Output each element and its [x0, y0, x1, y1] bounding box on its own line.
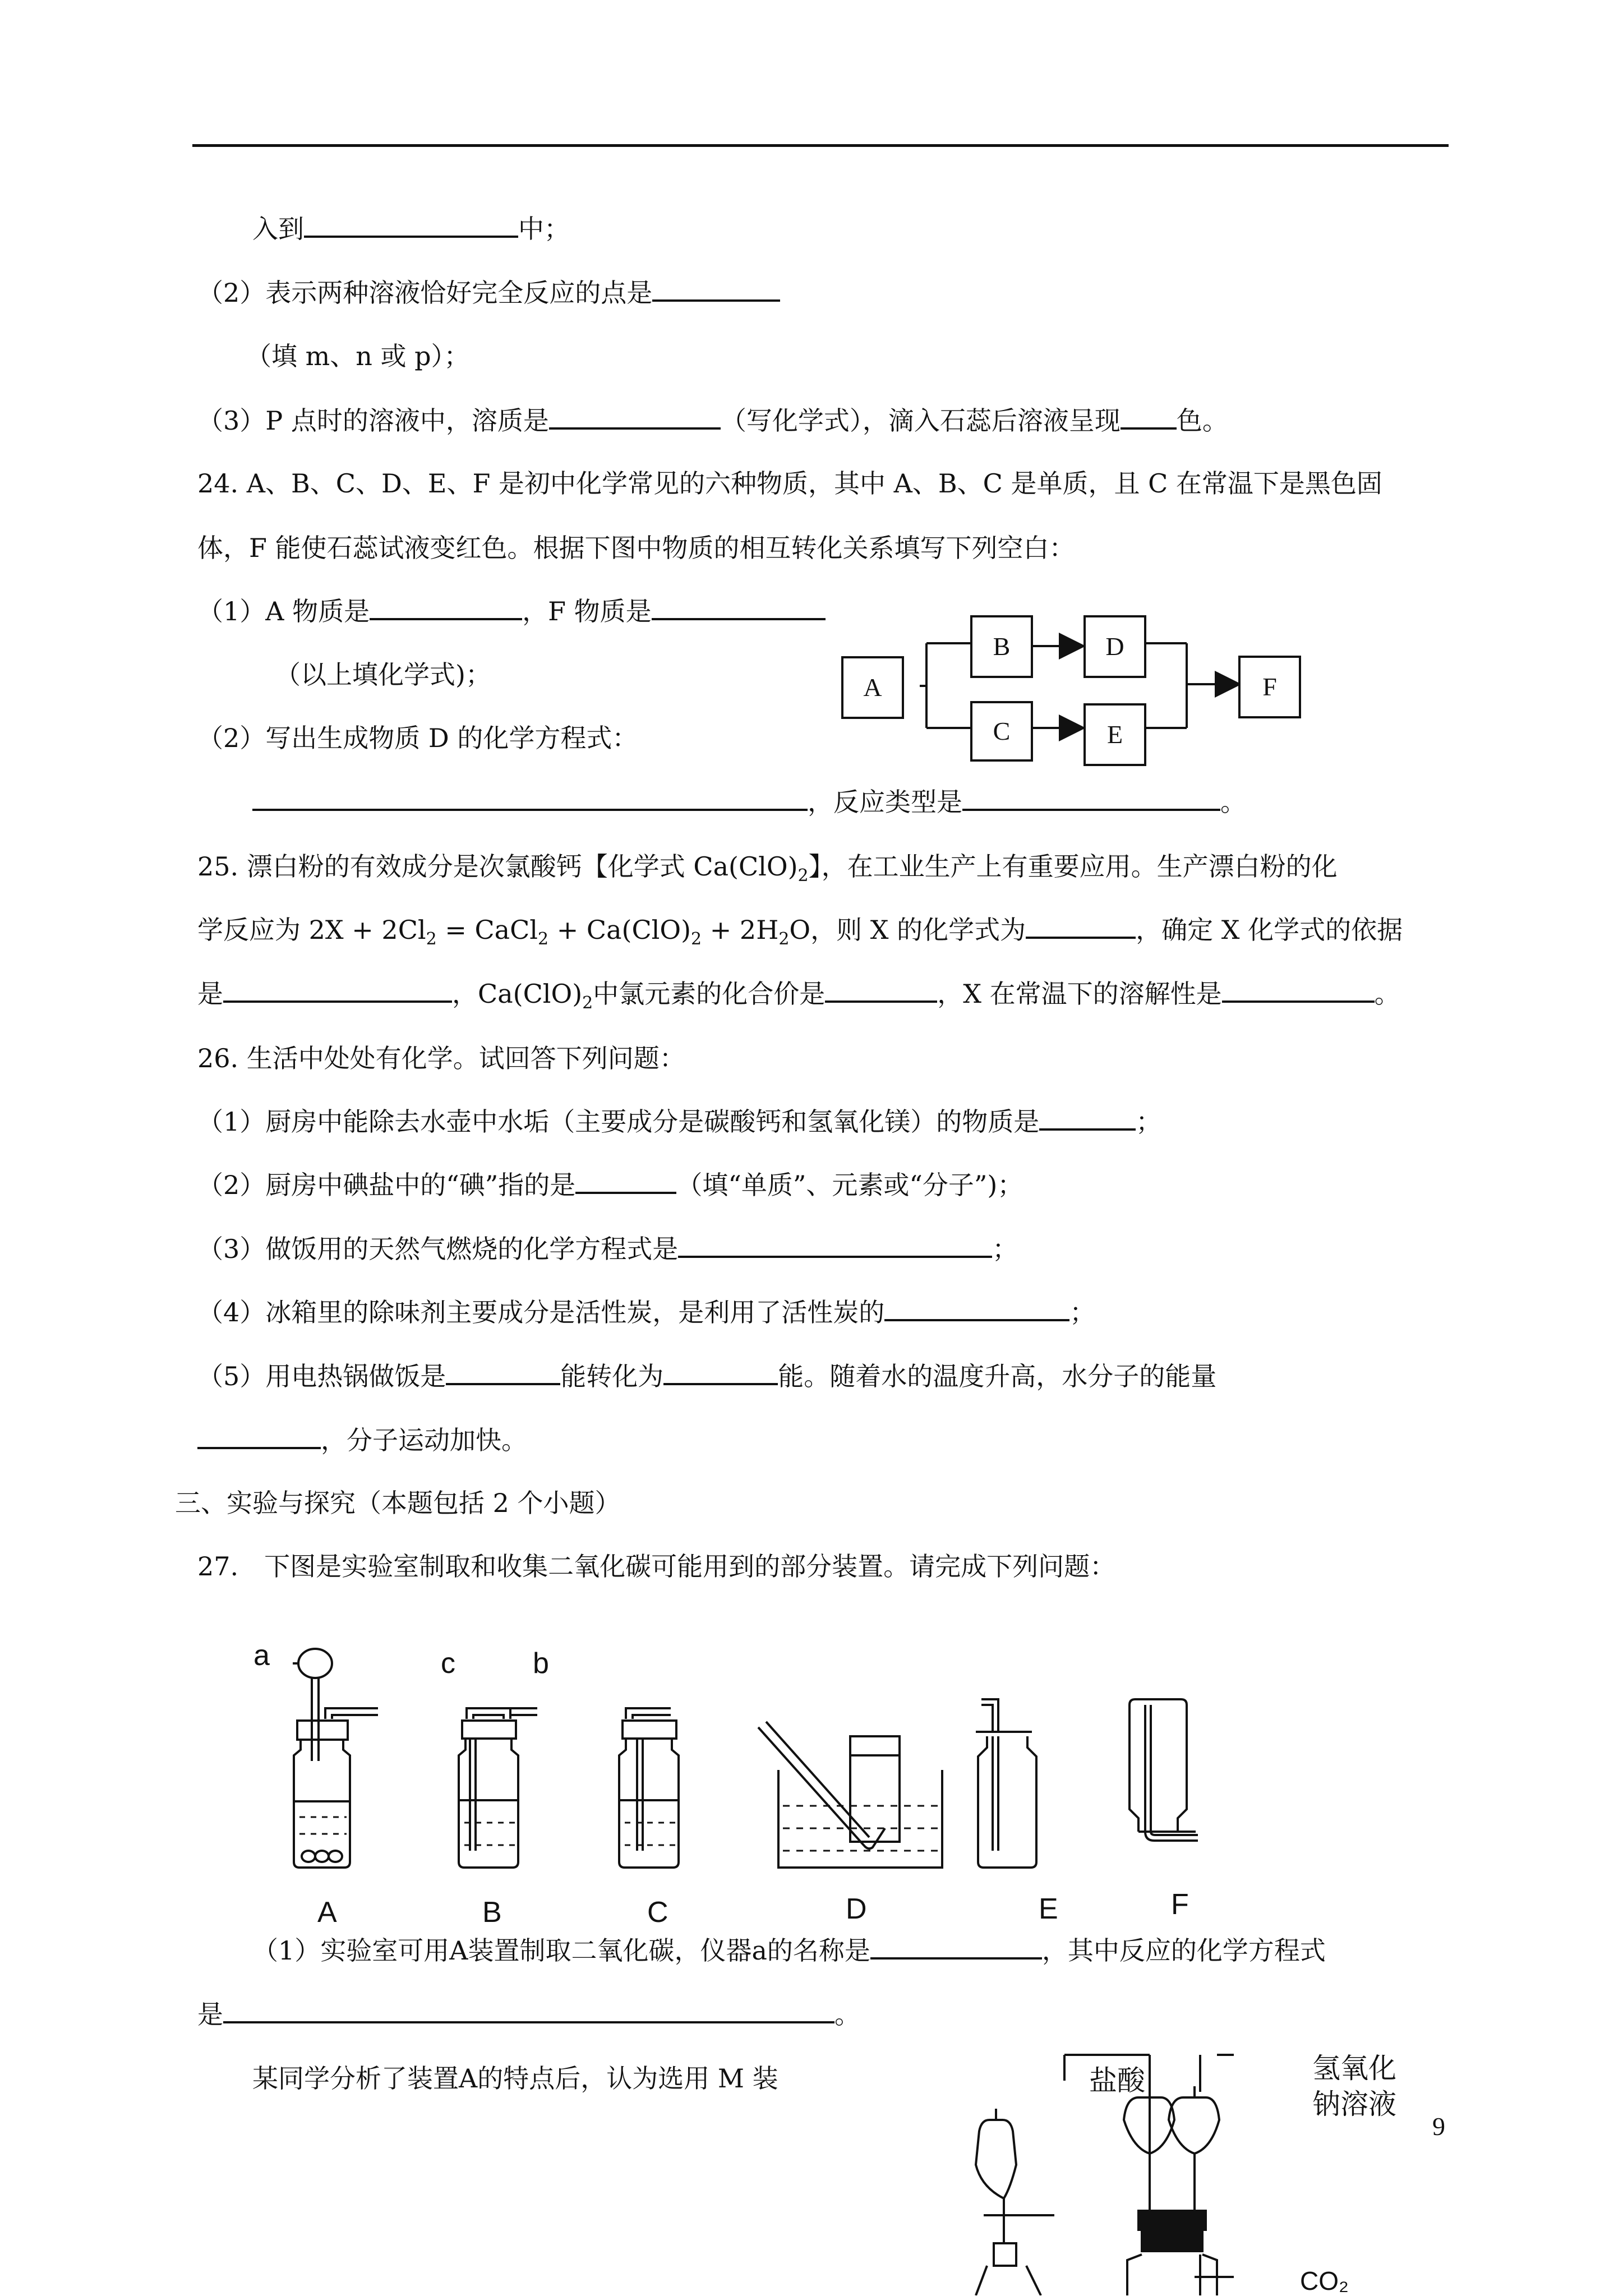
answer-blank[interactable]	[962, 785, 1220, 811]
subscript: 2	[426, 929, 437, 949]
q24-line3	[197, 594, 826, 628]
answer-blank[interactable]	[575, 1168, 676, 1194]
text: （2）厨房中碘盐中的“碘”指的是	[197, 1170, 576, 1200]
answer-blank[interactable]	[825, 977, 937, 1003]
label-hydrochloric-acid: 盐酸	[1089, 2064, 1145, 2097]
node-e: E	[1083, 703, 1146, 766]
answer-blank[interactable]	[197, 1423, 321, 1449]
text: ，分子运动加快。	[321, 1425, 527, 1455]
answer-blank[interactable]	[1222, 977, 1375, 1003]
text: 中氯元素的化合价是	[593, 979, 826, 1009]
q24-line2: 体，F 能使石蕊试液变红色。根据下图中物质的相互转化关系填写下列空白：	[197, 533, 1075, 563]
q25-line3	[197, 977, 1400, 1020]
apparatus-label-e: E	[1039, 1893, 1058, 1925]
text: 。	[1374, 979, 1400, 1009]
subscript: 2	[538, 929, 549, 949]
q24-line1: 24. A、B、C、D、E、F 是初中化学常见的六种物质，其中 A、B、C 是单质，且 C 在常温下是黑色固	[197, 468, 1382, 499]
answer-blank[interactable]	[1039, 1105, 1136, 1131]
answer-blank[interactable]	[1026, 913, 1136, 939]
q25-line2	[197, 913, 1403, 956]
apparatus-label-b: B	[482, 1896, 502, 1929]
apparatus-label-a: A	[317, 1896, 337, 1929]
text: （1）实验室可用A装置制取二氧化碳，仪器a的名称是	[252, 1935, 870, 1966]
text: 】，在工业生产上有重要应用。生产漂白粉的化	[808, 851, 1338, 882]
subscript: 2	[778, 929, 790, 949]
text: 能转化为	[560, 1361, 664, 1391]
label-sodium-hydroxide-2: 钠溶液	[1312, 2088, 1396, 2120]
text: 入到	[252, 214, 304, 244]
subscript: 2	[797, 866, 809, 886]
answer-blank[interactable]	[223, 1998, 834, 2023]
text: 是	[197, 1999, 223, 2030]
q24-line6	[252, 785, 1246, 819]
text: （填“单质”、元素或“分子”)；	[676, 1170, 1023, 1200]
text: + Ca(ClO)	[548, 915, 691, 945]
text: O，则 X 的化学式为	[789, 915, 1026, 945]
text: ，F 物质是	[522, 596, 652, 626]
section-heading: 三、实验与探究（本题包括 2 个小题）	[175, 1488, 621, 1518]
q23-line4	[197, 404, 1228, 437]
text: （1）A 物质是	[197, 596, 370, 626]
page-number: 9	[1432, 2112, 1445, 2141]
subscript: 2	[582, 993, 593, 1013]
text: 25. 漂白粉的有效成分是次氯酸钙【化学式 Ca(ClO)	[197, 851, 798, 882]
label-b: b	[533, 1647, 549, 1680]
answer-blank[interactable]	[663, 1359, 778, 1385]
node-d: D	[1083, 615, 1146, 678]
text: + 2H	[702, 915, 779, 945]
q26-line5	[197, 1295, 1095, 1329]
text: ；	[1069, 1297, 1096, 1327]
q26-line3	[197, 1168, 1023, 1202]
header-rule	[192, 144, 1449, 147]
text: ，X 在常温下的溶解性是	[937, 979, 1222, 1009]
apparatus-label-d: D	[846, 1893, 867, 1925]
answer-blank[interactable]	[884, 1295, 1069, 1321]
text: ，其中反应的化学方程式	[1041, 1935, 1326, 1966]
q23-line2	[197, 276, 780, 310]
answer-blank[interactable]	[223, 977, 452, 1003]
answer-blank[interactable]	[370, 594, 522, 620]
text: ；	[992, 1234, 1018, 1264]
q24-line5: （2）写出生成物质 D 的化学方程式：	[197, 723, 638, 753]
apparatus-figure	[241, 1638, 1273, 1929]
text: （5）用电热锅做饭是	[197, 1361, 446, 1391]
q27-line1: 27. 下图是实验室制取和收集二氧化碳可能用到的部分装置。请完成下列问题：	[197, 1551, 1116, 1582]
text: = CaCl	[436, 915, 538, 945]
text: （4）冰箱里的除味剂主要成分是活性炭，是利用了活性炭的	[197, 1297, 885, 1327]
q24-line4: （以上填化学式)；	[275, 660, 491, 690]
answer-blank[interactable]	[870, 1934, 1042, 1960]
text: （1）厨房中能除去水壶中水垢（主要成分是碳酸钙和氢氧化镁）的物质是	[197, 1106, 1040, 1137]
text: （写化学式），滴入石蕊后溶液呈现	[720, 405, 1121, 436]
answer-blank[interactable]	[678, 1232, 992, 1258]
text: ；	[1136, 1106, 1162, 1137]
q23-line3: （填 m、n 或 p）；	[246, 341, 470, 371]
text: 。	[834, 1999, 860, 2030]
gas-apparatus-figure	[942, 2030, 1324, 2295]
q26-line1: 26. 生活中处处有化学。试回答下列问题：	[197, 1043, 685, 1073]
q27-line2	[252, 1934, 1326, 1967]
label-co2: CO₂	[1300, 2266, 1349, 2295]
text: （3）做饭用的天然气燃烧的化学方程式是	[197, 1234, 679, 1264]
node-a: A	[841, 656, 904, 719]
text: ，Ca(ClO)	[452, 979, 583, 1009]
text: 。	[1220, 787, 1246, 817]
q25-line1	[197, 850, 1338, 893]
q23-line1	[252, 212, 570, 246]
answer-blank[interactable]	[549, 404, 721, 430]
answer-blank[interactable]	[304, 212, 518, 238]
answer-blank[interactable]	[652, 594, 826, 620]
subscript: 2	[691, 929, 702, 949]
text: 中；	[518, 214, 570, 244]
answer-blank[interactable]	[652, 276, 780, 302]
q27-line4: 某同学分析了装置A的特点后，认为选用 M 装	[252, 2063, 778, 2094]
q26-line4	[197, 1232, 1018, 1266]
q26-line2	[197, 1105, 1161, 1138]
q27-line3	[197, 1998, 860, 2031]
apparatus-label-c: C	[647, 1896, 668, 1929]
text: 学反应为 2X + 2Cl	[197, 915, 426, 945]
node-c: C	[970, 701, 1033, 762]
node-f: F	[1238, 656, 1301, 718]
text: 色。	[1176, 405, 1228, 436]
text: 是	[197, 979, 223, 1009]
q26-line7	[197, 1423, 527, 1457]
text: 能。随着水的温度升高，水分子的能量	[778, 1361, 1217, 1391]
answer-blank[interactable]	[252, 785, 808, 811]
text: ，确定 X 化学式的依据	[1136, 915, 1403, 945]
text: （2）表示两种溶液恰好完全反应的点是	[197, 278, 653, 308]
apparatus-label-f: F	[1171, 1888, 1189, 1921]
label-a: a	[253, 1639, 270, 1672]
answer-blank[interactable]	[446, 1359, 560, 1385]
answer-blank[interactable]	[1121, 404, 1177, 430]
text: （3）P 点时的溶液中，溶质是	[197, 405, 549, 436]
text: ，反应类型是	[808, 787, 962, 817]
q26-line6	[197, 1359, 1216, 1393]
label-sodium-hydroxide-1: 氢氧化	[1312, 2052, 1396, 2085]
label-c: c	[441, 1647, 455, 1680]
node-b: B	[970, 615, 1033, 678]
